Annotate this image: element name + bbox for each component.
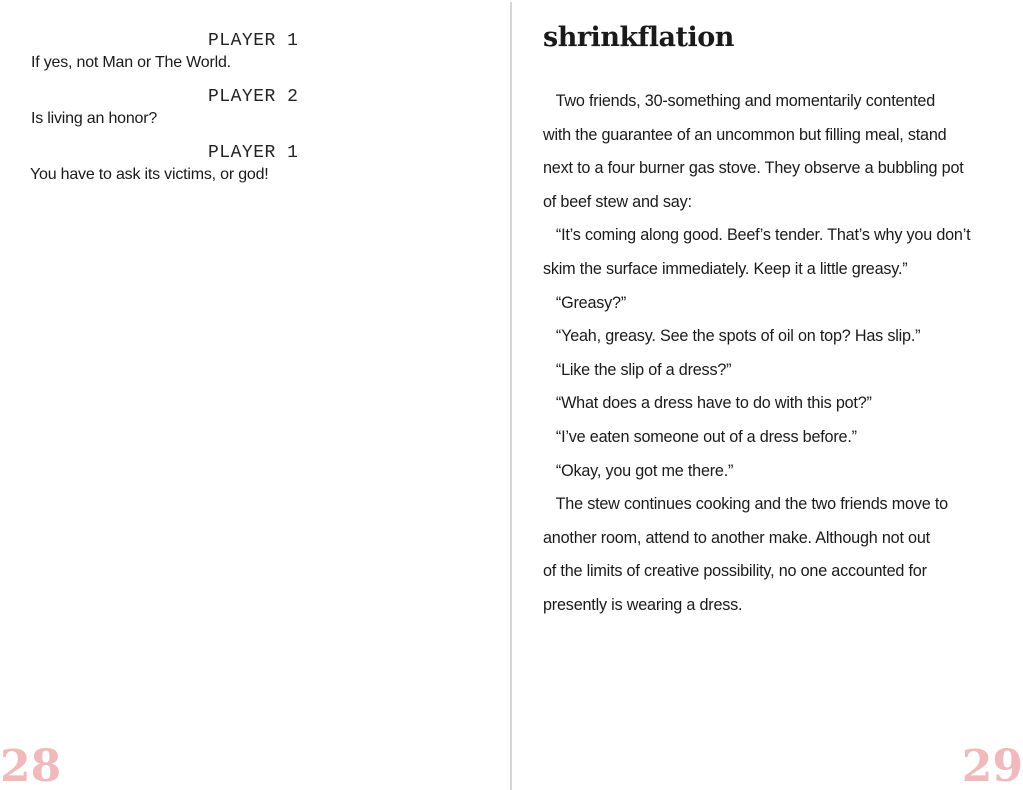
chapter-title: shrinkflation: [543, 22, 734, 53]
left-page: [0, 0, 510, 790]
prose-line: “Yeah, greasy. See the spots of oil on top? Has slip.”: [543, 327, 921, 346]
page-number-right: 29: [961, 741, 1023, 790]
page-number-left: 28: [0, 741, 62, 790]
prose-line: The stew continues cooking and the two friends move to: [543, 495, 948, 514]
prose-line: “I’ve eaten someone out of a dress before.”: [543, 427, 857, 446]
prose-line: “Greasy?”: [543, 293, 627, 312]
speaker-name: PLAYER 1: [208, 31, 299, 51]
prose-line: next to a four burner gas stove. They observe a bubbling pot: [543, 159, 964, 178]
prose-line: of the limits of creative possibility, no one accounted for: [543, 562, 927, 581]
speaker-name: PLAYER 1: [208, 143, 299, 163]
prose-line: “Like the slip of a dress?”: [543, 360, 732, 379]
dialogue-line: If yes, not Man or The World.: [31, 54, 231, 71]
prose-line: presently is wearing a dress.: [543, 595, 743, 614]
prose-body: [543, 85, 1005, 623]
script-dialogue: [30, 30, 490, 198]
prose-line: another room, attend to another make. Although not out: [543, 528, 930, 547]
right-page: [512, 0, 1023, 790]
prose-line: with the guarantee of an uncommon but filling meal, stand: [543, 125, 947, 144]
prose-line: Two friends, 30-something and momentarily contented: [543, 92, 936, 110]
dialogue-line: You have to ask its victims, or god!: [30, 166, 269, 183]
prose-line: of beef stew and say:: [543, 192, 692, 211]
speaker-name: PLAYER 2: [208, 87, 299, 107]
prose-line: “It’s coming along good. Beef’s tender. That’s why you don’t: [543, 226, 971, 245]
prose-line: “What does a dress have to do with this pot?”: [543, 394, 872, 413]
prose-line: “Okay, you got me there.”: [543, 461, 734, 480]
prose-line: skim the surface immediately. Keep it a little greasy.”: [543, 259, 908, 278]
dialogue-line: Is living an honor?: [31, 110, 158, 127]
